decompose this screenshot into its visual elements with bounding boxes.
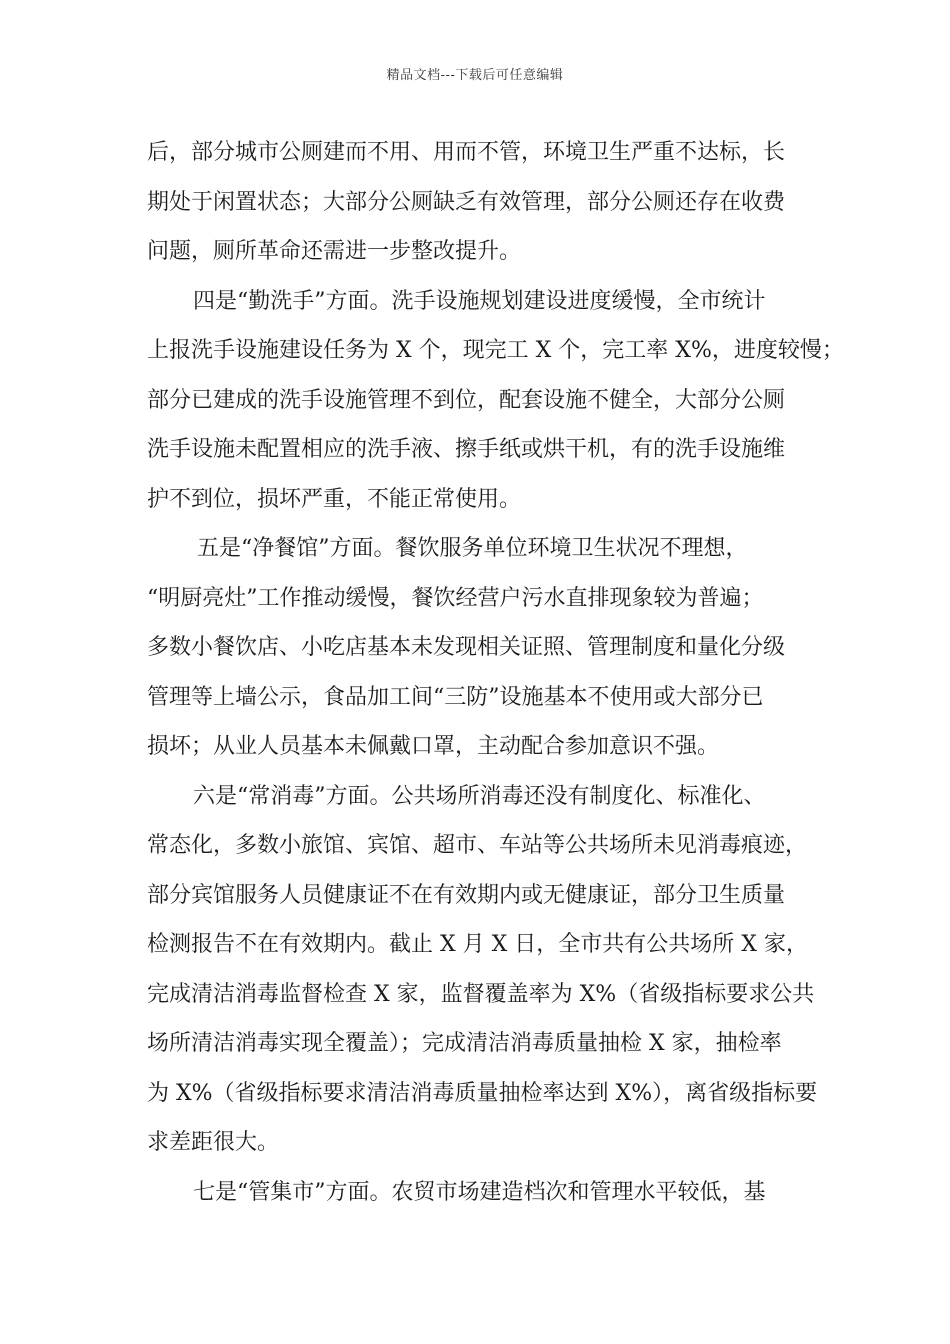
text-line: 管理等上墙公示，食品加工间“三防”设施基本不使用或大部分已	[147, 684, 764, 710]
text-line: 部分宾馆服务人员健康证不在有效期内或无健康证，部分卫生质量	[147, 882, 786, 908]
text-line: 完成清洁消毒监督检查 X 家，监督覆盖率为 X%（省级指标要求公共	[147, 981, 815, 1007]
text-line: 洗手设施未配置相应的洗手液、擦手纸或烘干机，有的洗手设施维	[147, 437, 786, 462]
paragraph	[147, 277, 844, 525]
text-line: 四是“勤洗手”方面。洗手设施规划建设进度缓慢，全市统计	[193, 288, 766, 314]
text-line: 场所清洁消毒实现全覆盖）；完成清洁消毒质量抽检 X 家，抽检率	[147, 1031, 782, 1056]
text-line: 期处于闲置状态；大部分公厕缺乏有效管理，部分公厕还存在收费	[147, 189, 786, 215]
text-line: 护不到位，损坏严重，不能正常使用。	[147, 486, 522, 512]
text-line: 问题，厕所革命还需进一步整改提升。	[147, 239, 522, 264]
text-line: 检测报告不在有效期内。截止 X 月 X 日，全市共有公共场所 X 家，	[147, 932, 808, 957]
document-body	[147, 128, 844, 1217]
text-line: 常态化，多数小旅馆、宾馆、超市、车站等公共场所未见消毒痕迹，	[147, 833, 808, 858]
text-line: 六是“常消毒”方面。公共场所消毒还没有制度化、标准化、	[193, 783, 766, 809]
text-line: 求差距很大。	[147, 1130, 280, 1155]
text-line: 上报洗手设施建设任务为 X 个，现完工 X 个，完工率 X%，进度较慢；	[147, 338, 844, 363]
paragraph	[147, 772, 817, 1168]
text-line: 七是“管集市”方面。农贸市场建造档次和管理水平较低，基	[193, 1179, 766, 1205]
text-line: 五是“净餐馆”方面。餐饮服务单位环境卫生状况不理想，	[197, 536, 748, 561]
text-line: 为 X%（省级指标要求清洁消毒质量抽检率达到 X%），离省级指标要	[147, 1080, 818, 1106]
text-line: 损坏；从业人员基本未佩戴口罩，主动配合参加意识不强。	[147, 734, 720, 759]
text-line: 后，部分城市公厕建而不用、用而不管，环境卫生严重不达标，长	[147, 140, 786, 165]
paragraph	[147, 128, 817, 277]
page-header: 精品文档---下载后可任意编辑	[386, 68, 564, 83]
text-line: 部分已建成的洗手设施管理不到位，配套设施不健全，大部分公厕	[147, 387, 786, 413]
text-line: “明厨亮灶”工作推动缓慢，餐饮经营户污水直排现象较为普遍；	[147, 585, 764, 611]
paragraph	[147, 524, 817, 772]
paragraph	[147, 1168, 817, 1218]
text-line: 多数小餐饮店、小吃店基本未发现相关证照、管理制度和量化分级	[147, 635, 786, 660]
